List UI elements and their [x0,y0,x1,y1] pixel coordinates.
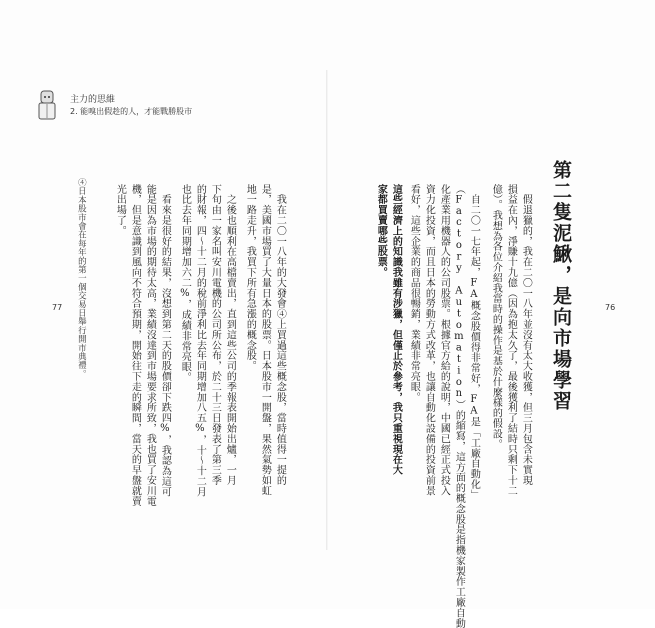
body-column: 看來是很好的結果，沒想到第二天的股價卻下跌四%，我認為這可 [159,184,171,497]
body-column: 損益在內，淨賺十九億（因為抱太久了，最後獲利了結時只剩下十二 [505,184,517,496]
body-column: 之後也順利在高檔賣出，直到這些公司的季報表開始出爐，一月 [224,184,236,486]
chapter-title: 第二隻泥鰍，是向市場學習 [550,160,572,412]
emphasis-column: 家都買賣哪些股票。 [375,184,387,278]
header-subtitle: 2. 能嗅出假趁的人，才能戰勝股市 [70,107,193,116]
body-column: 下旬由一家名叫安川電機的公司所公布，於二十三日發表了第三季 [209,184,221,486]
body-column: 是，美國市場買了大量日本的股票。日本股市一開盤，果然氣勢如虹 [259,184,271,496]
body-column: 資力化投資，而且日本的勞動方式改革，也讓自動化設備的投資前景 [423,184,435,496]
body-column: 也比去年同期增加六二%，成績非常亮眼。 [179,184,191,383]
body-column: 假退獵的，我在二〇一八年並沒有太大收獲，但三月包含未實現 [520,184,532,486]
body-column: 地一路走升，我買下所有急漲的概念股。 [244,184,256,372]
body-column: 我在二〇一八年的大發會④上買過這些概念股，當時值得一提的 [274,184,286,486]
running-header [36,88,236,128]
body-column: （Factory Automation）的縮寫，這方面的概念股是指機家製作工廠自動 [453,184,465,628]
page-number-right: 76 [605,303,616,312]
body-column: 億）。我想為各位介紹我當時的操作是基於什麼樣的假設。 [490,184,502,450]
page-gutter [326,70,328,550]
page-number-left: 77 [52,303,63,312]
body-column: 能是因為市場的期待太高，業績沒達到市場要求所致，我也買了安川電 [144,184,156,507]
footnote: ④日本股市會在每年的第一個交易日舉行開市典禮。 [76,178,87,379]
emphasis-column: 這些經濟上的知識我雖有涉獵，但僅止於參考，我只重視現在大 [390,184,402,476]
body-column: 光出場了。 [114,184,126,236]
body-column: 化產業用機器人的公司股票。根據官方給的說明，中國已經正式投入 [438,184,450,496]
body-column: 的財報，四～十二月的稅前淨利比去年同期增加八五%，十～十二月 [194,184,206,497]
body-column: 自二〇一七年起，FA概念股價得非常好，FA是「工廠自動化」 [468,184,480,500]
body-column: 機，但是意識到風向不符合預期，開始往下走的瞬間，當天的早盤就賣 [129,184,141,507]
character-icon [36,90,58,120]
body-column: 看好，這些企業的商品很暢銷，業績非常亮眼。 [408,184,420,403]
header-title: 主力的思維 [70,95,116,105]
